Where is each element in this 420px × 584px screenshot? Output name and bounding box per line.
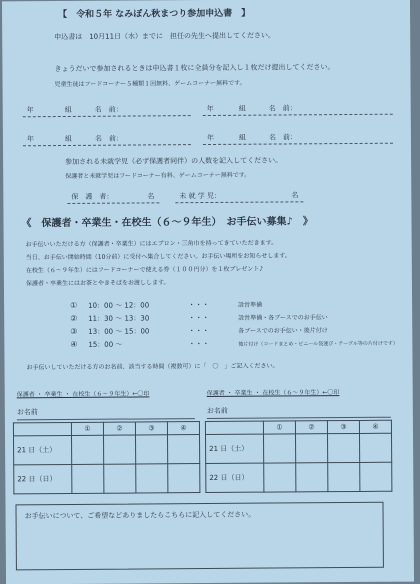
schedule-cell[interactable] xyxy=(263,434,295,463)
name-line[interactable] xyxy=(23,144,191,146)
class-label: 組 xyxy=(64,134,72,143)
helper-name-line[interactable] xyxy=(207,417,391,419)
schedule-cell[interactable] xyxy=(359,433,391,462)
schedule-cell[interactable] xyxy=(72,435,104,464)
name-label: 名 前： xyxy=(94,134,123,143)
helper-category[interactable]: 保護者 ・ 卒業生 ・ 在校生（６～９年生）←〇印 xyxy=(206,389,340,398)
grade-label: 年 xyxy=(206,133,214,143)
helper-name-line[interactable] xyxy=(17,418,195,420)
schedule-cell[interactable] xyxy=(295,434,327,463)
row-label: 21 日（土） xyxy=(205,434,263,463)
grade-label: 年 xyxy=(206,104,214,114)
schedule-cell[interactable] xyxy=(136,435,168,464)
schedule-cell[interactable] xyxy=(264,463,296,492)
column-header: ③ xyxy=(327,420,359,433)
intro-line-2: 児童生徒はフードコーナー５種類１回無料、ゲームコーナー無料です。 xyxy=(54,79,246,89)
application-form-sheet xyxy=(2,0,414,584)
shift-number: ① xyxy=(70,300,78,310)
row-label: 22 日（日） xyxy=(14,464,72,493)
table-row xyxy=(206,462,392,492)
name-line[interactable] xyxy=(23,115,191,117)
shift-time: 11：30 ～ 13：30 xyxy=(88,314,150,323)
comments-label: お手伝いについて、ご希望などありましたらこちらに記入してください。 xyxy=(24,510,256,521)
help-text-4: 保護者・卒業生にはお茶とやきそばをお渡しします。 xyxy=(25,279,170,288)
help-text-3: 在校生（６～９年生）にはフードコーナーで使える券（１００円分）を１枚プレゼント♪ xyxy=(25,265,264,275)
shift-number: ③ xyxy=(70,326,78,336)
schedule-cell[interactable] xyxy=(327,433,359,462)
schedule-cell[interactable] xyxy=(168,464,200,493)
row-label: 21 日（土） xyxy=(14,435,72,464)
column-header: ② xyxy=(103,422,135,435)
name-line[interactable] xyxy=(203,143,393,145)
table-row xyxy=(205,433,391,463)
column-header: ③ xyxy=(135,422,167,435)
shift-dots: ・・・ xyxy=(188,313,210,323)
schedule-cell[interactable] xyxy=(104,464,136,493)
table-row xyxy=(14,435,200,465)
child-count-line[interactable] xyxy=(175,201,303,203)
shift-task: 各ブースでのお手伝い・後片付け xyxy=(238,327,328,335)
class-label: 組 xyxy=(238,133,246,142)
preschool-note-2: 保護者と未就学児はフードコーナー有料、ゲームコーナー無料です。 xyxy=(65,171,251,180)
shift-dots: ・・・ xyxy=(188,300,210,310)
helper-name-label: お名前 xyxy=(16,408,38,417)
form-title: 【 令和５年 なみぽん秋まつり参加申込書 】 xyxy=(58,8,251,21)
class-label: 組 xyxy=(238,104,246,113)
table-header-row xyxy=(205,420,391,434)
table-row xyxy=(14,464,200,494)
grade-label: 年 xyxy=(26,135,34,144)
shift-task: 後片付け（コードまとめ・ビニール袋運び・テーブル等の片付けです） xyxy=(238,340,398,348)
name-label: 名 前： xyxy=(268,133,297,142)
shift-number: ④ xyxy=(70,339,78,349)
schedule-cell[interactable] xyxy=(360,462,392,491)
deadline-note: 申込書は 10月11日（水）までに 担任の先生へ提出してください。 xyxy=(54,31,276,42)
column-header: ② xyxy=(295,421,327,434)
preschool-note-1: 参加される未就学児（必ず保護者同伴）の人数を記入してください。 xyxy=(65,156,283,166)
schedule-cell[interactable] xyxy=(104,435,136,464)
shift-dots: ・・・ xyxy=(188,326,210,336)
guardian-count-line[interactable] xyxy=(67,202,159,204)
guardian-label: 保 護 者： xyxy=(71,192,114,201)
table-corner-cell xyxy=(205,421,263,434)
help-text-1: お手伝いいただける方（保護者・卒業生）にはエプロン・三角巾を持ってきていただきます。 xyxy=(25,239,278,249)
column-header: ④ xyxy=(359,420,391,433)
column-header: ① xyxy=(71,422,103,435)
help-text-2: 当日、お手伝い開始時間（10分前）に受付へ集合してください。お手伝い場所をお知らせします。 xyxy=(25,252,291,262)
child-label: 未 就 学 児： xyxy=(179,191,222,201)
helper-schedule-table xyxy=(13,421,200,494)
shift-time: 13：00 ～ 15：00 xyxy=(88,327,150,336)
helper-instruction: お手伝いしていただける方のお名前、該当する時間（複数可）に「 〇 」ご記入ください。 xyxy=(26,362,279,372)
shift-time: 10：00 ～ 12：00 xyxy=(88,301,150,310)
column-header: ① xyxy=(263,421,295,434)
schedule-cell[interactable] xyxy=(72,464,104,493)
name-label: 名 前： xyxy=(94,105,123,114)
guardian-unit: 名 xyxy=(147,192,155,201)
class-label: 組 xyxy=(64,105,72,114)
schedule-cell[interactable] xyxy=(136,464,168,493)
column-header: ④ xyxy=(167,422,199,435)
help-heading: 《 保護者・卒業生・在校生（６～９年生） お手伝い募集♪ 》 xyxy=(21,216,313,230)
grade-label: 年 xyxy=(26,106,34,115)
schedule-cell[interactable] xyxy=(167,435,199,464)
comments-box[interactable] xyxy=(15,502,383,571)
intro-line-1: きょうだいで参加されるときは申込書１枚に全員分を記入し１枚だけ提出してください。 xyxy=(54,63,335,74)
child-unit: 名 xyxy=(291,191,299,200)
helper-category[interactable]: 保護者 ・ 卒業生 ・ 在校生（６～９年生）←〇印 xyxy=(16,390,150,399)
name-label: 名 前： xyxy=(268,104,297,113)
helper-name-label: お名前 xyxy=(206,406,228,416)
shift-task: 設営準備・各ブースでのお手伝い xyxy=(238,314,328,322)
table-corner-cell xyxy=(13,422,71,435)
helper-schedule-table xyxy=(205,420,392,493)
name-line[interactable] xyxy=(203,114,393,116)
shift-number: ② xyxy=(70,313,78,323)
row-label: 22 日（日） xyxy=(206,463,264,492)
shift-dots: ・・・ xyxy=(188,339,210,349)
shift-time: 15：00 ～ xyxy=(88,340,123,349)
shift-task: 設営準備 xyxy=(238,301,263,309)
schedule-cell[interactable] xyxy=(296,463,328,492)
table-header-row xyxy=(13,422,199,436)
schedule-cell[interactable] xyxy=(328,462,360,491)
